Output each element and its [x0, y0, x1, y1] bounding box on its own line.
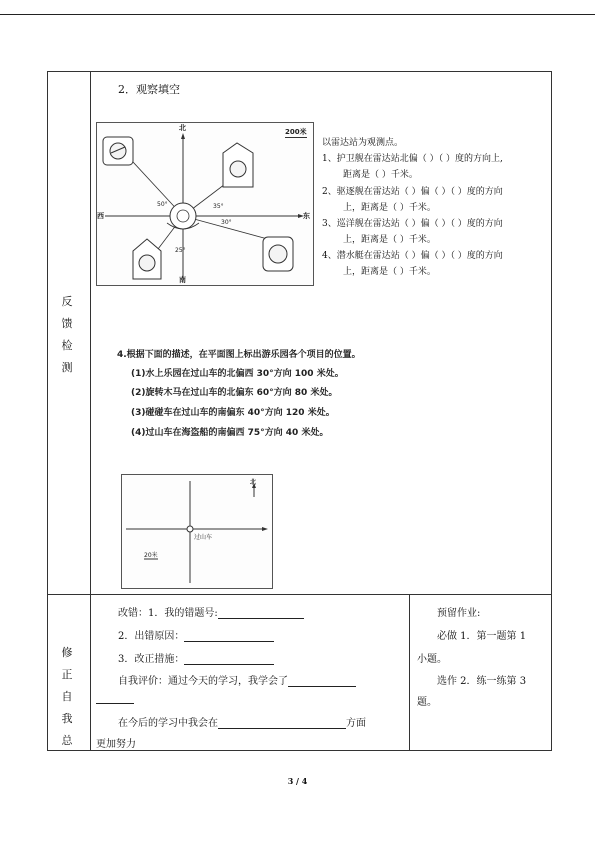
learned-blank[interactable]	[288, 676, 356, 687]
submarine-icon	[133, 239, 161, 279]
angle-label: 50°	[157, 201, 168, 208]
error-reason-blank[interactable]	[184, 631, 274, 642]
header-rule	[0, 14, 595, 15]
correction-measure-blank[interactable]	[184, 654, 274, 665]
roller-coaster-label: 过山车	[194, 534, 213, 541]
angle-label: 35°	[213, 203, 224, 210]
radar-north-label: 北	[179, 124, 186, 132]
radar-figure	[96, 122, 314, 286]
improve-area-blank[interactable]	[218, 718, 346, 729]
plan-north-label: 北	[250, 479, 257, 486]
error-number-blank[interactable]	[218, 608, 304, 619]
radar-south-label: 南	[179, 276, 186, 284]
plan-figure	[121, 474, 273, 589]
angle-label: 30°	[221, 219, 232, 226]
plan-scale: 20米	[144, 552, 158, 559]
radar-west-label: 西	[97, 212, 104, 220]
page-number: 3 / 4	[287, 776, 308, 786]
learned-blank-cont[interactable]	[96, 693, 134, 704]
angle-label: 25°	[175, 247, 186, 254]
radar-scale: 200米	[285, 128, 307, 136]
row-divider	[47, 594, 552, 595]
homework-divider	[409, 594, 410, 751]
cruiser-icon	[263, 237, 293, 271]
frigate-icon	[103, 137, 133, 165]
destroyer-icon	[223, 143, 253, 187]
column-divider	[90, 71, 91, 751]
section-title: 2．观察填空	[118, 83, 180, 96]
radar-diagram	[97, 123, 313, 285]
radar-east-label: 东	[303, 212, 310, 220]
